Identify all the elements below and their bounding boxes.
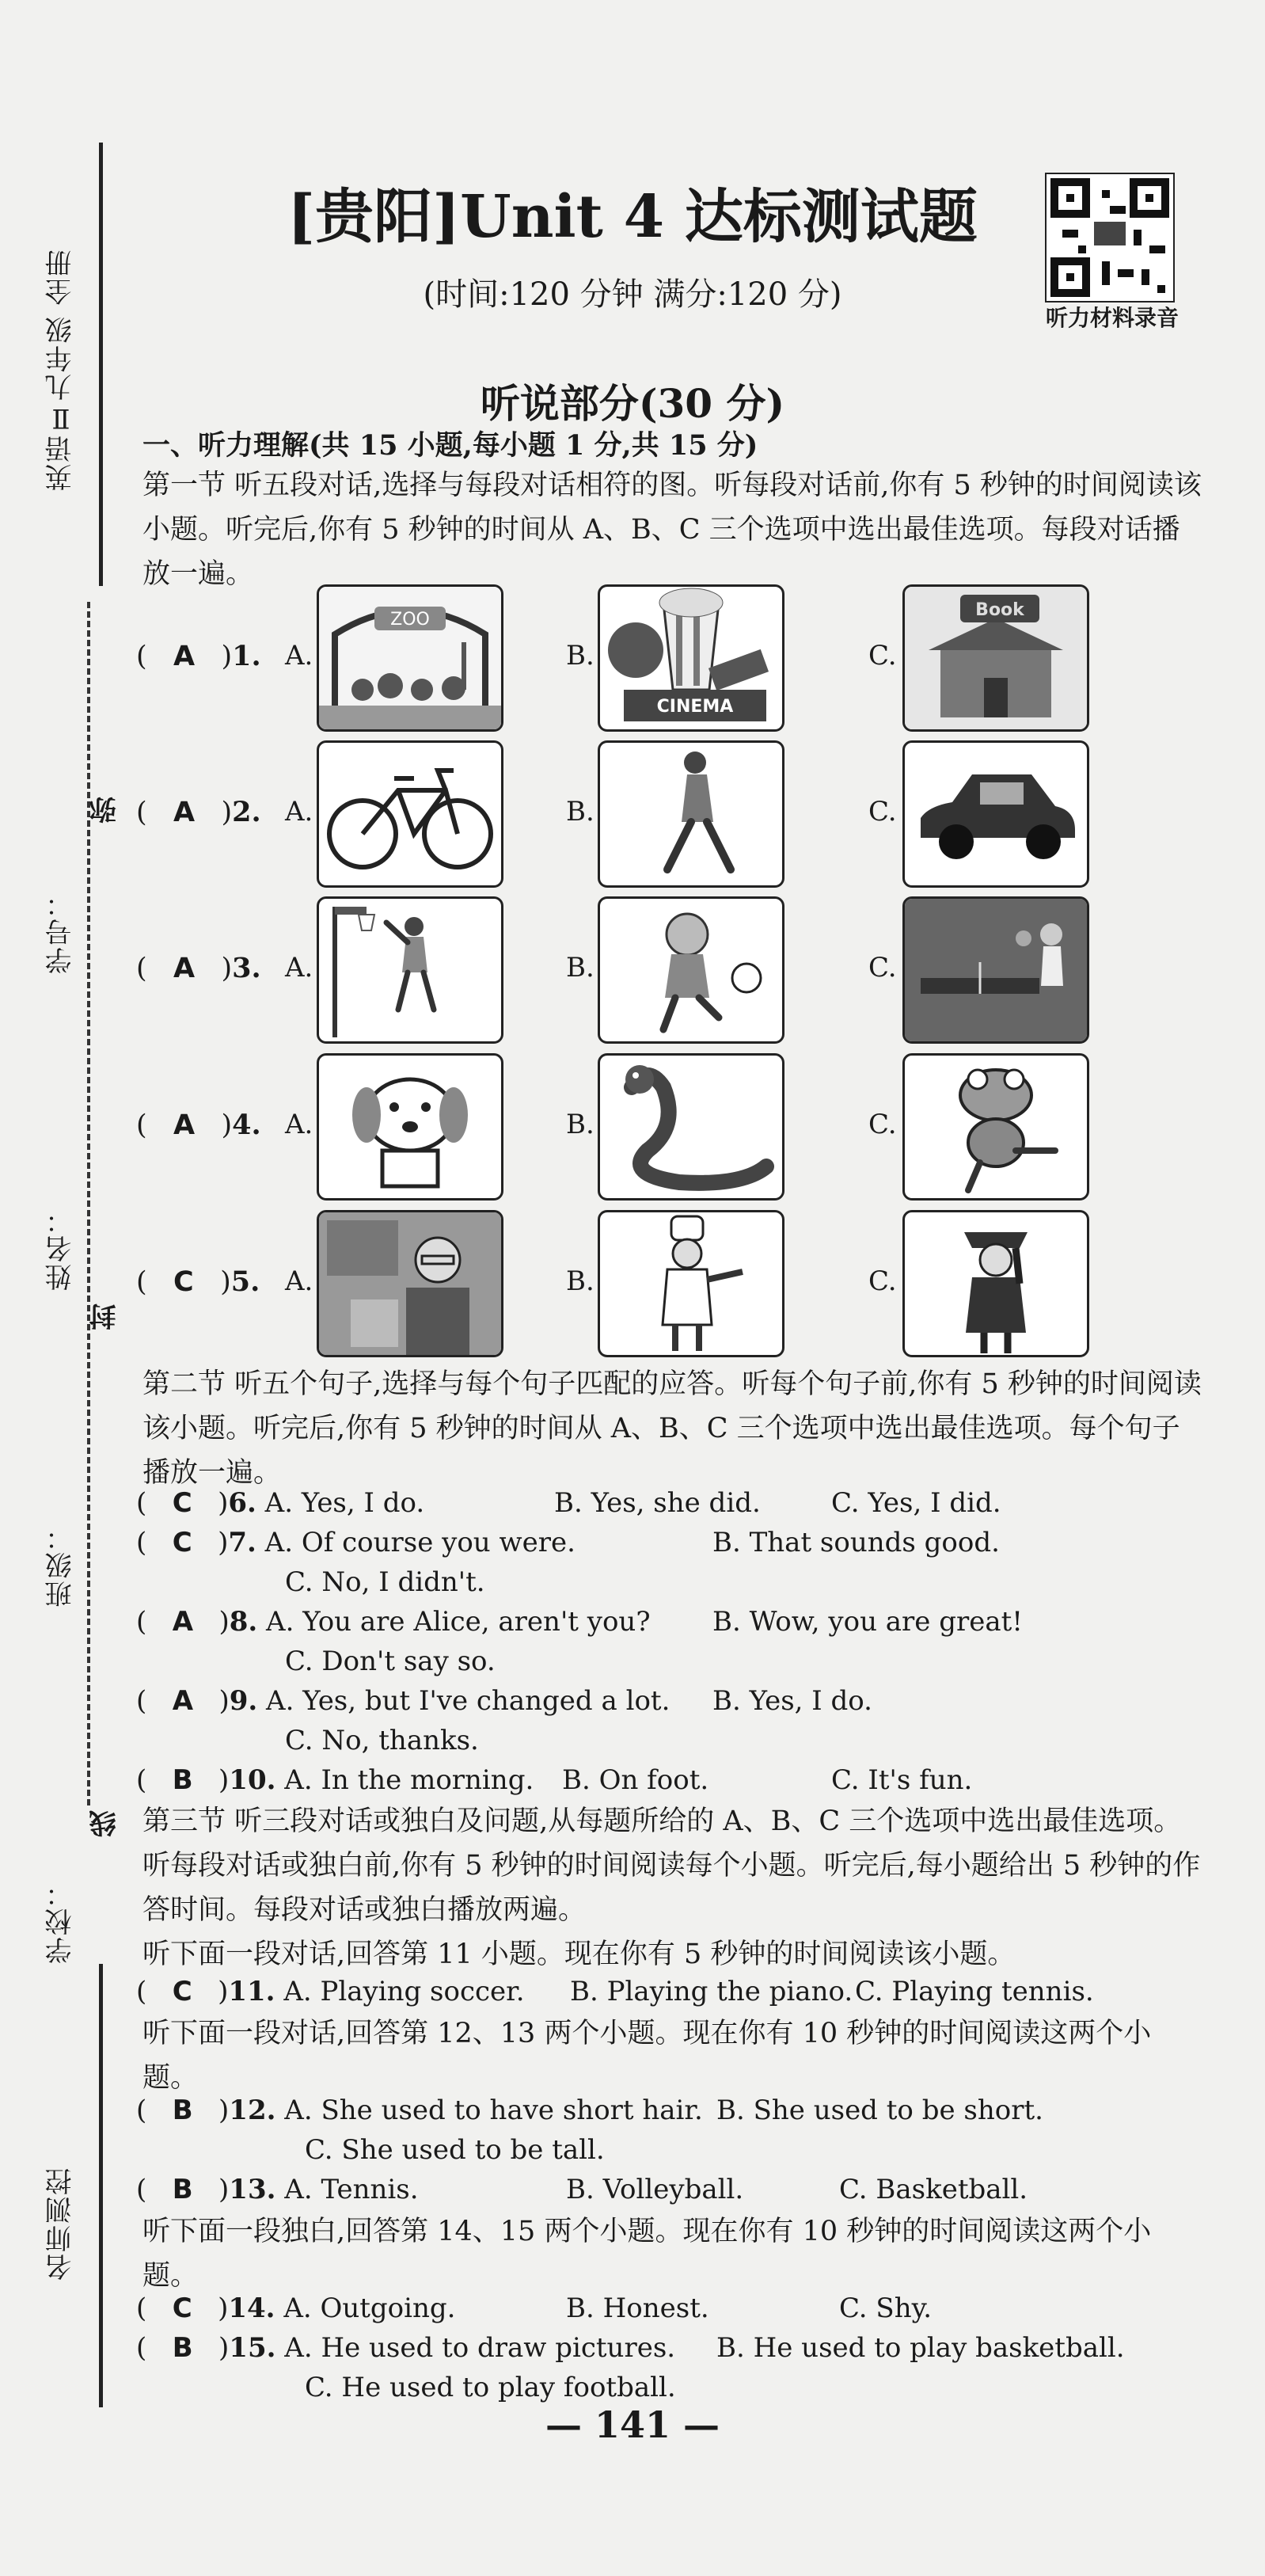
q8-option-c: C. Don't say so. <box>285 1646 496 1677</box>
q6-option-c: C. Yes, I did. <box>831 1487 1001 1519</box>
option-label: C. <box>868 952 897 984</box>
part1-heading: 一、听力理解(共 15 小题,每小题 1 分,共 15 分) <box>142 429 758 462</box>
question-8: ( A )8. A. You are Alice, aren't you? <box>136 1606 651 1638</box>
option-a: A. He used to draw pictures. <box>284 2332 676 2364</box>
q15-option-c: C. He used to play football. <box>305 2372 676 2403</box>
section-heading: 听说部分(30 分) <box>480 380 785 427</box>
q11-option-b: B. Playing the piano. <box>570 1976 853 2007</box>
svg-text:ZOO: ZOO <box>390 610 430 630</box>
picture-question-5: ( C )5. <box>136 1265 260 1298</box>
option-label: B. <box>566 1265 595 1297</box>
answer-mark: B <box>172 2095 193 2126</box>
question-15: ( B )15. A. He used to draw pictures. <box>136 2332 676 2364</box>
option-label: B. <box>566 796 595 828</box>
question-number: 1 <box>232 640 252 672</box>
option-label: A. <box>285 1265 313 1297</box>
picture-question-4: ( A )4. <box>136 1109 261 1141</box>
question-11: ( C )11. A. Playing soccer. <box>136 1976 525 2007</box>
option-label: A. <box>285 1109 313 1140</box>
question-number: 4 <box>232 1109 252 1141</box>
side-xuehao-label: 学号： <box>45 888 77 974</box>
side-banji-label: 班级： <box>45 1522 77 1608</box>
police-icon[interactable] <box>902 1210 1089 1357</box>
side-xingming-label: 姓名： <box>45 1205 77 1291</box>
option-a: A. Tennis. <box>284 2174 419 2205</box>
section3-dialog2-intro: 听下面一段对话,回答第 12、13 两个小题。现在你有 10 秒钟的时间阅读这两个小题。 <box>142 2018 1152 2094</box>
soccer-icon[interactable] <box>598 896 784 1044</box>
section2-instructions: 第二节 听五个句子,选择与每个句子匹配的应答。听每个句子前,你有 5 秒钟的时间阅读该小题。听完后,你有 5 秒钟的时间从 A、B、C 三个选项中选出最佳选项。每个句子播放一遍。 <box>142 1368 1202 1489</box>
question-number: 7 <box>228 1527 247 1558</box>
option-a: A. Yes, but I've changed a lot. <box>266 1685 670 1717</box>
answer-mark: B <box>172 2332 193 2364</box>
q14-option-b: B. Honest. <box>566 2293 709 2324</box>
question-number: 12 <box>229 2095 267 2126</box>
answer-mark: B <box>172 2174 193 2205</box>
question-number: 15 <box>229 2332 267 2364</box>
page-title: [贵阳]Unit 4 达标测试题 <box>287 183 978 251</box>
q12-option-c: C. She used to be tall. <box>305 2134 605 2166</box>
zoo-icon[interactable] <box>317 584 503 732</box>
bike-icon[interactable] <box>317 740 503 888</box>
q8-option-b: B. Wow, you are great! <box>712 1606 1023 1638</box>
question-number: 11 <box>228 1976 266 2007</box>
option-a: A. In the morning. <box>284 1764 534 1796</box>
option-a: A. Outgoing. <box>283 2293 456 2324</box>
side-brand: 名师测控 <box>45 2167 77 2281</box>
cook-icon[interactable] <box>598 1210 784 1357</box>
q7-option-c: C. No, I didn't. <box>285 1566 485 1598</box>
side-feng-char: 封 <box>89 1302 121 1330</box>
picture-question-1: ( A )1. <box>136 640 261 672</box>
question-number: 9 <box>229 1685 249 1717</box>
question-number: 8 <box>229 1606 249 1638</box>
q14-option-c: C. Shy. <box>839 2293 933 2324</box>
question-number: 10 <box>229 1764 267 1796</box>
car-icon[interactable] <box>902 740 1089 888</box>
question-number: 2 <box>232 796 252 828</box>
option-label: C. <box>868 796 897 828</box>
margin-rule-bottom <box>99 1964 103 2407</box>
answer-mark: A <box>172 1606 194 1638</box>
side-xian-char: 线 <box>89 1809 121 1837</box>
side-xuexiao-label: 学校： <box>45 1878 77 1964</box>
option-label: A. <box>285 796 313 828</box>
picture-question-3: ( A )3. <box>136 952 261 984</box>
qr-code-icon[interactable] <box>1045 173 1175 302</box>
q10-option-b: B. On foot. <box>562 1764 709 1796</box>
basketball-icon[interactable] <box>317 896 503 1044</box>
section3-monologue-intro: 听下面一段独白,回答第 14、15 两个小题。现在你有 10 秒钟的时间阅读这两个小题。 <box>142 2216 1152 2292</box>
frog-icon[interactable] <box>902 1053 1089 1200</box>
section3-instructions: 第三节 听三段对话或独白及问题,从每题所给的 A、B、C 三个选项中选出最佳选项。听每段对话或独白前,你有 5 秒钟的时间阅读每个小题。听完后,每小题给出 5 秒钟的作答时间。每段对话或独白播放两遍。 <box>142 1805 1201 1926</box>
page-number: — 141 — <box>545 2403 720 2446</box>
q6-option-b: B. Yes, she did. <box>554 1487 761 1519</box>
option-label: B. <box>566 952 595 984</box>
q9-option-b: B. Yes, I do. <box>712 1685 872 1717</box>
answer-mark: B <box>172 1764 193 1796</box>
side-mi-char: 弥 <box>89 795 121 824</box>
cinema-icon[interactable] <box>598 584 784 732</box>
question-14: ( C )14. A. Outgoing. <box>136 2293 456 2324</box>
question-7: ( C )7. A. Of course you were. <box>136 1527 576 1558</box>
option-a: A. Playing soccer. <box>283 1976 525 2007</box>
dog-icon[interactable] <box>317 1053 503 1200</box>
option-a: A. Yes, I do. <box>264 1487 425 1519</box>
svg-text:CINEMA: CINEMA <box>656 697 734 717</box>
snake-icon[interactable] <box>598 1053 784 1200</box>
q15-option-b: B. He used to play basketball. <box>716 2332 1125 2364</box>
question-12: ( B )12. A. She used to have short hair. <box>136 2095 703 2126</box>
q7-option-b: B. That sounds good. <box>712 1527 1000 1558</box>
q10-option-c: C. It's fun. <box>831 1764 973 1796</box>
option-a: A. Of course you were. <box>264 1527 576 1558</box>
question-number: 5 <box>230 1265 251 1298</box>
table-tennis-icon[interactable] <box>902 896 1089 1044</box>
question-10: ( B )10. A. In the morning. <box>136 1764 534 1796</box>
q9-option-c: C. No, thanks. <box>285 1725 479 1756</box>
answer-mark: C <box>173 1266 194 1298</box>
section1-instructions: 第一节 听五段对话,选择与每段对话相符的图。听每段对话前,你有 5 秒钟的时间阅读该小题。听完后,你有 5 秒钟的时间从 A、B、C 三个选项中选出最佳选项。每段对话播放一遍。 <box>142 470 1202 590</box>
option-label: C. <box>868 1109 897 1140</box>
side-book-title: 英语Ⅱ九年级 全册 <box>45 248 77 491</box>
q12-option-b: B. She used to be short. <box>716 2095 1043 2126</box>
answer-mark: C <box>172 1976 192 2007</box>
question-number: 3 <box>232 952 252 984</box>
option-label: A. <box>285 952 313 984</box>
option-label: C. <box>868 1265 897 1297</box>
answer-mark: C <box>172 2293 192 2324</box>
option-label: A. <box>285 640 313 672</box>
question-6: ( C )6. A. Yes, I do. <box>136 1487 425 1519</box>
question-number: 14 <box>228 2293 266 2324</box>
q11-option-c: C. Playing tennis. <box>855 1976 1094 2007</box>
walking-icon[interactable] <box>598 740 784 888</box>
svg-text:Book: Book <box>975 600 1024 620</box>
question-9: ( A )9. A. Yes, but I've changed a lot. <box>136 1685 670 1717</box>
option-a: A. She used to have short hair. <box>284 2095 703 2126</box>
exam-time-info: (时间:120 分钟 满分:120 分) <box>423 276 842 313</box>
question-number: 13 <box>229 2174 267 2205</box>
question-13: ( B )13. A. Tennis. <box>136 2174 419 2205</box>
q13-option-b: B. Volleyball. <box>566 2174 744 2205</box>
teacher-icon[interactable] <box>317 1210 503 1357</box>
option-label: C. <box>868 640 897 672</box>
qr-code-label: 听力材料录音 <box>1045 305 1179 331</box>
answer-mark: A <box>173 1109 196 1141</box>
question-number: 6 <box>228 1487 247 1519</box>
q13-option-c: C. Basketball. <box>839 2174 1028 2205</box>
answer-mark: A <box>173 953 196 984</box>
option-label: B. <box>566 1109 595 1140</box>
option-label: B. <box>566 640 595 672</box>
bookstore-icon[interactable] <box>902 584 1089 732</box>
answer-mark: C <box>172 1527 192 1558</box>
option-a: A. You are Alice, aren't you? <box>266 1606 651 1638</box>
picture-question-2: ( A )2. <box>136 796 261 828</box>
section3-dialog1-intro: 听下面一段对话,回答第 11 小题。现在你有 5 秒钟的时间阅读该小题。 <box>142 1939 1016 1970</box>
binding-dash-line <box>87 602 90 1805</box>
answer-mark: C <box>172 1487 192 1519</box>
answer-mark: A <box>172 1685 194 1717</box>
answer-mark: A <box>173 641 196 672</box>
answer-mark: A <box>173 797 196 828</box>
